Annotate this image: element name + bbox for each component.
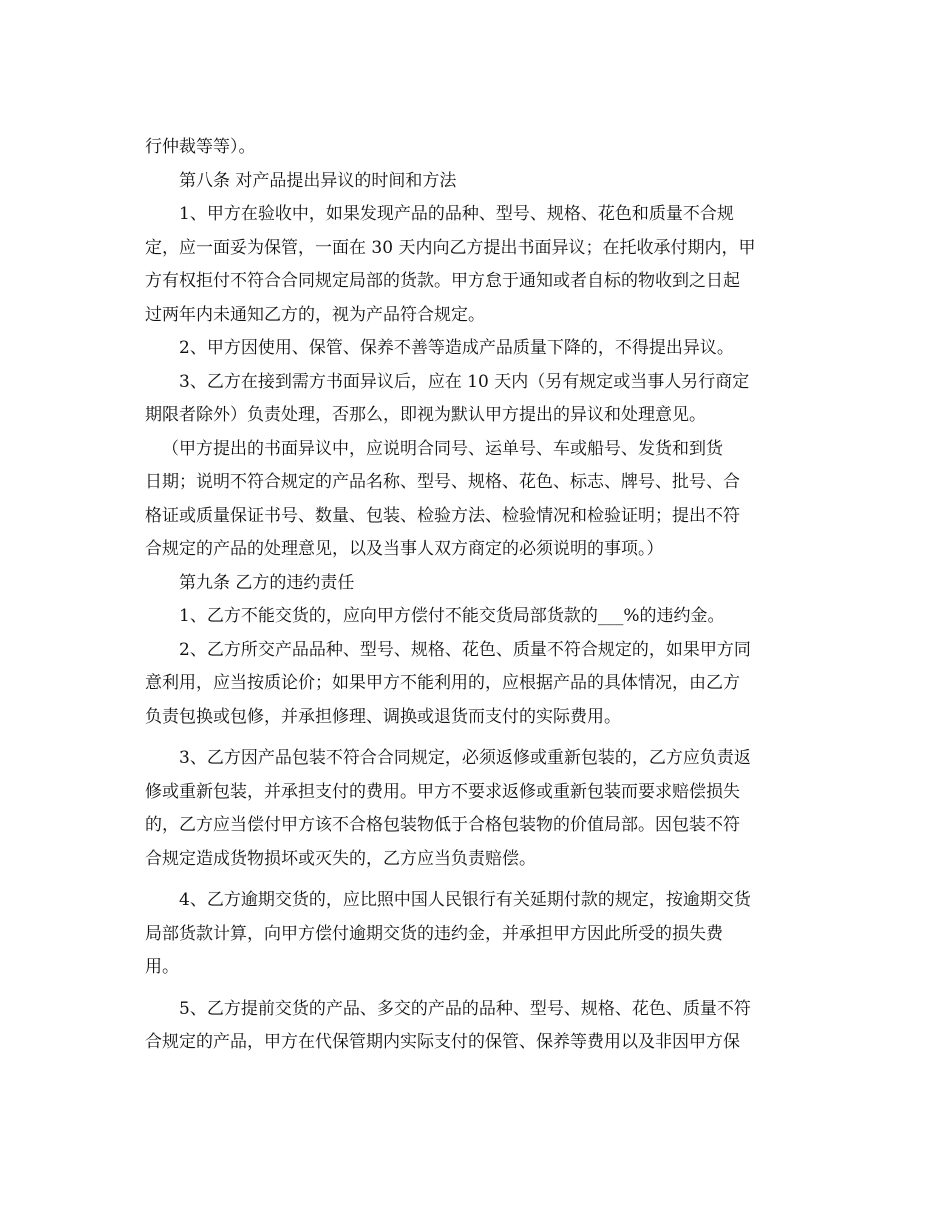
paragraph-line: 2、乙方所交产品品种、型号、规格、花色、质量不符合规定的，如果甲方同	[179, 639, 751, 660]
paragraph-line: 期限者除外）负责处理，否那么，即视为默认甲方提出的异议和处理意见。	[145, 405, 706, 425]
document-page	[145, 131, 805, 1060]
paragraph-line: 合规定的产品的处理意见，以及当事人双方商定的必须说明的事项。）	[145, 539, 664, 559]
paragraph-line: 格证或质量保证书号、数量、包装、检验方法、检验情况和检验证明；提出不符	[145, 505, 740, 526]
paragraph-spacer	[145, 985, 805, 993]
paragraph-line: 合规定造成货物损坏或灭失的，乙方应当负责赔偿。	[145, 848, 536, 869]
paragraph-line: 合规定的产品，甲方在代保管期内实际支付的保管、保养等费用以及非因甲方保	[145, 1032, 740, 1052]
article-heading: 第九条 乙方的违约责任	[179, 572, 355, 593]
paragraph-line: 1、乙方不能交货的，应向甲方偿付不能交货局部货款的___%的违约金。	[179, 606, 725, 626]
paragraph-line: 局部货款计算，向甲方偿付逾期交货的违约金，并承担甲方因此所受的损失费	[145, 923, 723, 944]
paragraph-spacer	[145, 876, 805, 884]
paragraph-line: 负责包换或包修，并承担修理、调换或退货而支付的实际费用。	[145, 706, 621, 727]
paragraph-spacer	[145, 734, 805, 742]
paragraph-line: （甲方提出的书面异议中，应说明合同号、运单号、车或船号、发货和到货	[162, 438, 723, 459]
paragraph-line: 2、甲方因使用、保管、保养不善等造成产品质量下降的，不得提出异议。	[179, 338, 734, 358]
paragraph-line: 意利用，应当按质论价；如果甲方不能利用的，应根据产品的具体情况，由乙方	[145, 673, 740, 693]
paragraph-line: 用。	[145, 957, 179, 977]
paragraph-line: 4、乙方逾期交货的，应比照中国人民银行有关延期付款的规定，按逾期交货	[179, 890, 751, 910]
paragraph-line: 3、乙方因产品包装不符合合同规定，必须返修或重新包装的，乙方应负责返	[179, 748, 751, 768]
paragraph-line: 3、乙方在接到需方书面异议后，应在 10 天内（另有规定或当事人另行商定	[179, 371, 750, 392]
paragraph-line: 1、甲方在验收中，如果发现产品的品种、型号、规格、花色和质量不合规	[179, 204, 734, 224]
paragraph-line: 行仲裁等等）。	[145, 137, 256, 157]
paragraph-line: 方有权拒付不符合合同规定局部的货款。甲方怠于通知或者自标的物收到之日起	[145, 271, 740, 291]
paragraph-line: 5、乙方提前交货的产品、多交的产品的品种、型号、规格、花色、质量不符	[179, 998, 751, 1019]
paragraph-line: 过两年内未通知乙方的，视为产品符合规定。	[145, 304, 485, 325]
paragraph-line: 定，应一面妥为保管，一面在 30 天内向乙方提出书面异议；在托收承付期内，甲	[145, 237, 756, 258]
paragraph-line: 的，乙方应当偿付甲方该不合格包装物低于合格包装物的价值局部。因包装不符	[145, 815, 740, 835]
paragraph-line: 修或重新包装，并承担支付的费用。甲方不要求返修或重新包装而要求赔偿损失	[145, 781, 740, 802]
paragraph-line: 日期；说明不符合规定的产品名称、型号、规格、花色、标志、牌号、批号、合	[145, 472, 740, 492]
article-heading: 第八条 对产品提出异议的时间和方法	[179, 170, 457, 191]
